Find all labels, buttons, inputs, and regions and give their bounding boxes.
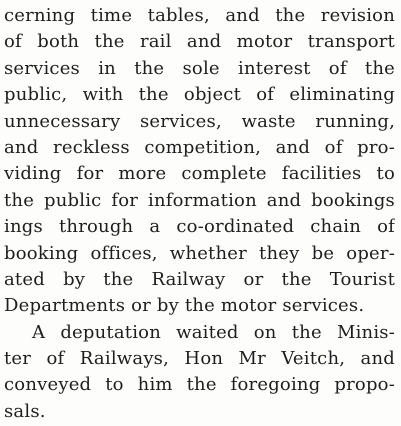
- text-line: viding for more complete facilities to: [4, 163, 395, 185]
- text-line: unnecessary services, waste running,: [4, 110, 395, 132]
- text-line: the public for information and bookings: [4, 189, 395, 211]
- text-line: sals.: [4, 400, 46, 422]
- text-line: cerning time tables, and the revision: [4, 5, 395, 26]
- text-line: ings through a co-ordinated chain of: [4, 216, 395, 238]
- article-column: [4, 3, 395, 425]
- paragraph-start-line: A deputation waited on the Minis-: [32, 321, 395, 343]
- text-line: booking offices, whether they be oper-: [4, 242, 395, 264]
- text-line: Departments or by the motor services.: [4, 295, 365, 317]
- text-line: conveyed to him the foregoing propo-: [4, 374, 395, 396]
- text-line: ated by the Railway or the Tourist: [4, 268, 395, 290]
- text-line: and reckless competition, and of pro-: [4, 136, 395, 158]
- text-line: of both the rail and motor transport: [4, 31, 395, 53]
- text-line: public, with the object of eliminating: [4, 84, 395, 106]
- text-line: ter of Railways, Hon Mr Veitch, and: [4, 348, 395, 370]
- text-line: services in the sole interest of the: [4, 57, 395, 79]
